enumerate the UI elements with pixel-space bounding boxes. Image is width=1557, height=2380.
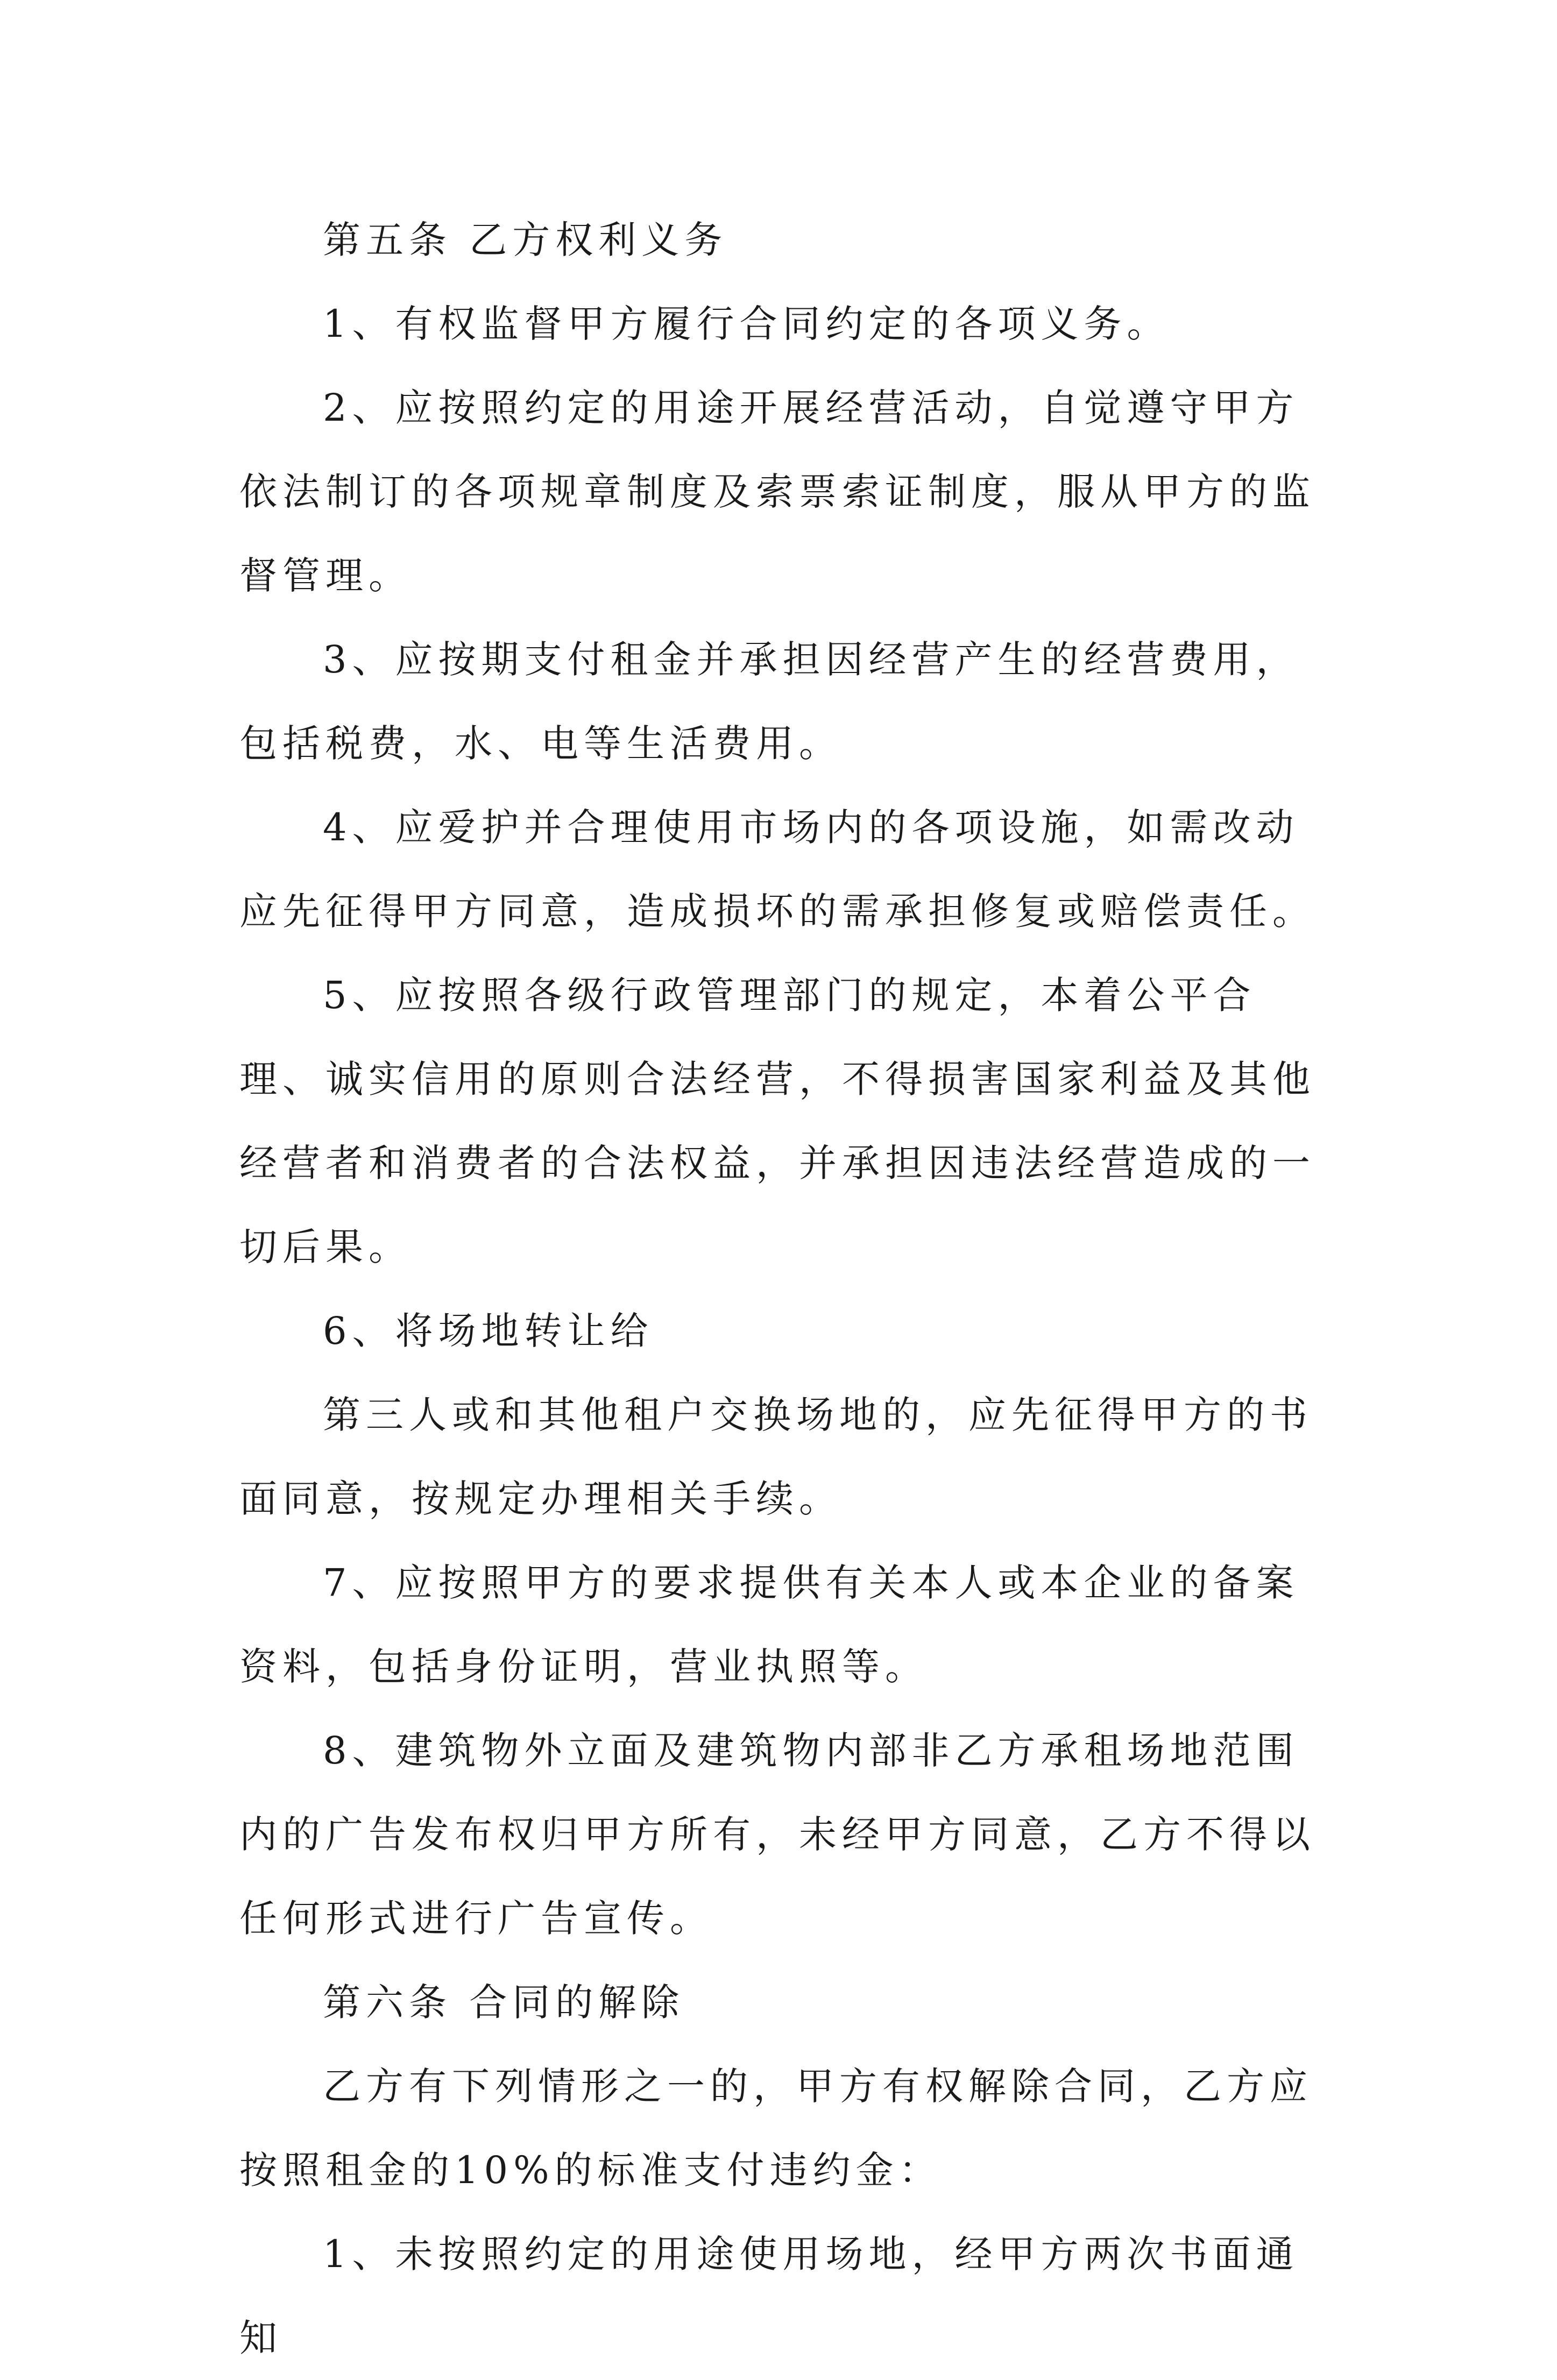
- clause-paragraph: 1、有权监督甲方履行合同约定的各项义务。: [323, 302, 1170, 346]
- clause-paragraph: 2、应按照约定的用途开展经营活动，自觉遵守甲方依法制订的各项规章制度及索票索证制度，服从甲方的监督管理。: [239, 386, 1315, 598]
- clause-paragraph: 乙方有下列情形之一的，甲方有权解除合同，乙方应按照租金的10%的标准支付违约金：: [239, 2064, 1313, 2192]
- clause-paragraph: 3、应按期支付租金并承担因经营产生的经营费用，包括税费，水、电等生活费用。: [239, 638, 1299, 766]
- article-heading: 第六条 合同的解除: [323, 1980, 685, 2024]
- clause-paragraph: 8、建筑物外立面及建筑物内部非乙方承租场地范围内的广告发布权归甲方所有，未经甲方同意，乙方不得以任何形式进行广告宣传。: [239, 1729, 1315, 1940]
- clause-paragraph: 1、未按照约定的用途使用场地，经甲方两次书面通知: [239, 2232, 1299, 2360]
- clause-paragraph: 7、应按照甲方的要求提供有关本人或本企业的备案资料，包括身份证明，营业执照等。: [239, 1561, 1299, 1689]
- clause-paragraph: 5、应按照各级行政管理部门的规定，本着公平合理、诚实信用的原则合法经营，不得损害国家利益及其他经营者和消费者的合法权益，并承担因违法经营造成的一切后果。: [239, 973, 1315, 1269]
- clause-paragraph: 第三人或和其他租户交换场地的，应先征得甲方的书面同意，按规定办理相关手续。: [239, 1393, 1313, 1521]
- clause-paragraph: 6、将场地转让给: [323, 1309, 654, 1353]
- article-heading: 第五条 乙方权利义务: [323, 218, 728, 262]
- clause-paragraph: 4、应爱护并合理使用市场内的各项设施，如需改动应先征得甲方同意，造成损坏的需承担修复或赔偿责任。: [239, 805, 1315, 933]
- document-body: [239, 198, 1332, 2380]
